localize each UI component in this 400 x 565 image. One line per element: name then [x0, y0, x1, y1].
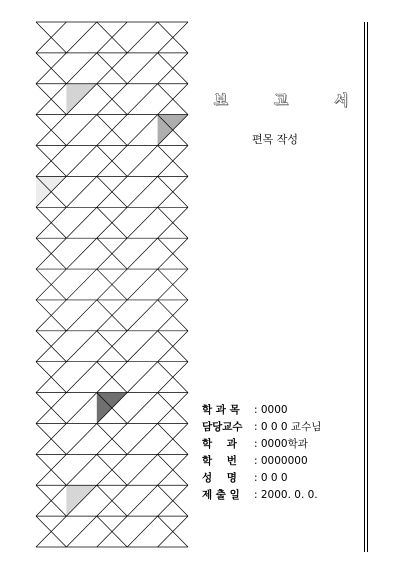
diagonal-line: [66, 22, 96, 53]
diagonal-line: [127, 331, 157, 362]
border-line-right: [367, 22, 368, 552]
info-row-student-id: [202, 453, 321, 470]
info-row-subject: [202, 402, 321, 419]
diagonal-line: [127, 269, 157, 300]
diagonal-line: [127, 362, 157, 393]
diagonal-line: [127, 238, 157, 269]
diagonal-line: [66, 454, 96, 485]
info-value: : 2000. 0. 0.: [254, 489, 318, 501]
info-block: [202, 402, 321, 504]
info-label: 제 출 일: [202, 489, 240, 501]
info-value: : 0 0 0 교수님: [254, 421, 322, 433]
diagonal-line: [66, 331, 96, 362]
diagonal-line: [127, 84, 157, 115]
diagonal-line: [66, 423, 96, 454]
diagonal-line: [66, 207, 96, 238]
diagonal-line: [66, 176, 96, 207]
info-row-name: [202, 470, 321, 487]
title-char: 서: [334, 93, 348, 109]
info-label: 학 과: [202, 438, 237, 450]
diagonal-line: [127, 22, 157, 53]
diagonal-line: [127, 207, 157, 238]
diagonal-line: [66, 238, 96, 269]
diagonal-line: [66, 269, 96, 300]
info-label: 담당교수: [202, 421, 243, 433]
report-title: [214, 90, 348, 110]
info-value: : 0 0 0: [254, 472, 288, 484]
info-row-professor: [202, 419, 321, 436]
diagonal-line: [127, 53, 157, 84]
diagonal-line: [127, 115, 157, 146]
info-row-date: [202, 487, 321, 504]
diagonal-line: [66, 362, 96, 393]
title-char: 고: [274, 93, 288, 109]
diagonal-line: [127, 300, 157, 331]
border-line-left: [364, 22, 365, 552]
title-char: 보: [214, 93, 228, 109]
diagonal-line: [127, 516, 157, 547]
diagonal-line: [127, 176, 157, 207]
diagonal-line: [127, 146, 157, 177]
report-subtitle: 편목 작성: [252, 133, 299, 146]
diagonal-line: [66, 300, 96, 331]
diagonal-line: [127, 454, 157, 485]
diagonal-line: [66, 516, 96, 547]
diagonal-line: [66, 393, 96, 424]
info-value: : 0000: [254, 404, 288, 416]
diagonal-line: [127, 485, 157, 516]
info-label: 학 과 목: [202, 404, 240, 416]
info-label: 성 명: [202, 472, 237, 484]
diagonal-line: [66, 146, 96, 177]
info-row-department: [202, 436, 321, 453]
diagonal-line: [127, 423, 157, 454]
diagonal-line: [127, 393, 157, 424]
info-label: 학 번: [202, 455, 237, 467]
info-value: : 0000학과: [254, 438, 308, 450]
diagonal-line: [66, 53, 96, 84]
info-value: : 0000000: [254, 455, 308, 467]
diagonal-line: [66, 115, 96, 146]
